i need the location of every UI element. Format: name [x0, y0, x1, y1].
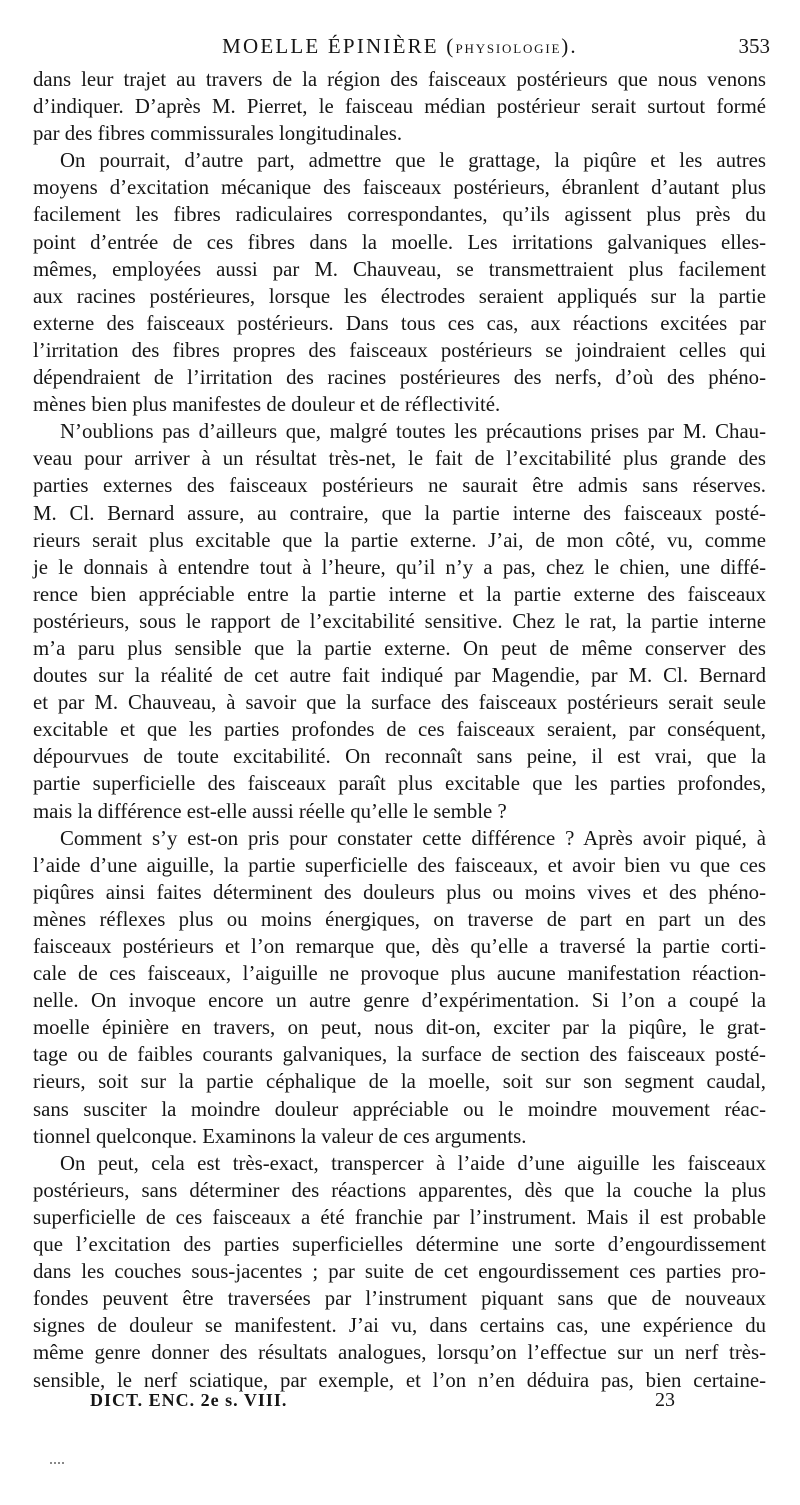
running-title	[30, 30, 770, 65]
text-line: sans susciter la moindre douleur appréciable ou le moindre mouvement réac-	[33, 1097, 766, 1121]
text-line: même genre donner des résultats analogues, lorsqu’on l’effectue sur un nerf très-	[33, 1341, 766, 1365]
page-number: 353	[738, 34, 770, 58]
text-line: moyens d’excitation mécanique des faisceaux postérieurs, ébranlent d’autant plus	[33, 176, 766, 200]
text-line: cale de ces faisceaux, l’aiguille ne provoque plus aucune manifestation réaction-	[33, 962, 766, 986]
text-line: d’indiquer. D’après M. Pierret, le faisceau médian postérieur serait surtout formé	[33, 95, 766, 119]
page-header	[30, 30, 770, 62]
text-line: dans les couches sous-jacentes ; par suite de cet engourdissement ces parties pro-	[33, 1260, 766, 1284]
text-line: l’aide d’une aiguille, la partie superficielle des faisceaux, et avoir bien vu que ces	[33, 853, 766, 877]
text-line: par des fibres commissurales longitudinales.	[33, 122, 403, 146]
text-line: excitable et que les parties profondes de ces faisceaux seraient, par conséquent,	[33, 718, 766, 742]
text-line: je le donnais à entendre tout à l’heure, qu’il n’y a pas, chez le chien, une diffé-	[33, 555, 766, 579]
text-line: signes de douleur se manifestent. J’ai vu, dans certains cas, une expérience du	[33, 1314, 766, 1338]
text-line: l’irritation des fibres propres des faisceaux postérieurs se joindraient celles qui	[33, 338, 766, 362]
text-line: M. Cl. Bernard assure, au contraire, que la partie interne des faisceaux posté-	[33, 501, 766, 525]
text-line: m’a paru plus sensible que la partie externe. On peut de même conserver des	[33, 636, 766, 660]
text-line: veau pour arriver à un résultat très-net, le fait de l’excitabilité plus grande des	[33, 447, 766, 471]
text-line: aux racines postérieures, lorsque les électrodes seraient appliqués sur la partie	[33, 284, 766, 308]
text-line: superficielle de ces faisceaux a été franchie par l’instrument. Mais il est probable	[33, 1205, 766, 1229]
text-line: dépendraient de l’irritation des racines postérieures des nerfs, d’où des phéno-	[33, 366, 766, 390]
text-line: On peut, cela est très-exact, transpercer à l’aide d’une aiguille les faisceaux	[60, 1151, 766, 1175]
body-text	[33, 66, 766, 1394]
text-line: faisceaux postérieurs et l’on remarque que, dès qu’elle a traversé la partie corti-	[33, 935, 766, 958]
text-line: parties externes des faisceaux postérieurs ne saurait être admis sans réserves.	[33, 474, 766, 498]
text-line: que l’excitation des parties superficielles détermine une sorte d’engourdissement	[33, 1233, 766, 1257]
text-line: tage ou de faibles courants galvaniques, la surface de section des faisceaux posté-	[33, 1043, 766, 1067]
text-line: rence bien appréciable entre la partie interne et la partie externe des faisceaux	[33, 582, 766, 606]
text-line: N’oublions pas d’ailleurs que, malgré toutes les précautions prises par M. Chau-	[60, 420, 766, 444]
text-line: externe des faisceaux postérieurs. Dans tous ces cas, aux réactions excitées par	[33, 311, 766, 335]
text-line: rieurs, soit sur la partie céphalique de la moelle, soit sur son segment caudal,	[33, 1070, 766, 1094]
text-line: partie superficielle des faisceaux paraît plus excitable que les parties profondes,	[33, 772, 766, 796]
text-line: doutes sur la réalité de cet autre fait indiqué par Magendie, par M. Cl. Bernard	[33, 664, 766, 688]
text-line: et par M. Chauveau, à savoir que la surface des faisceaux postérieurs serait seule	[33, 691, 766, 715]
running-title-end: ).	[561, 34, 578, 58]
text-line: rieurs serait plus excitable que la partie externe. J’ai, de mon côté, vu, comme	[33, 528, 766, 552]
text-line: moelle épinière en travers, on peut, nous dit-on, exciter par la piqûre, le grat-	[33, 1016, 766, 1040]
text-line: nelle. On invoque encore un autre genre d’expérimentation. Si l’on a coupé la	[33, 989, 766, 1013]
sheet-number: 23	[655, 1389, 675, 1411]
text-line: point d’entrée de ces fibres dans la moelle. Les irritations galvaniques elles-	[33, 230, 766, 254]
margin-mark	[50, 1462, 64, 1466]
printer-signature: DICT. ENC. 2e s. VIII.	[90, 1390, 288, 1410]
text-line: mais la différence est-elle aussi réelle qu’elle le semble ?	[33, 799, 507, 823]
text-line: postérieurs, sans déterminer des réactions apparentes, dès que la couche la plus	[33, 1178, 766, 1202]
running-title-section: PHYSIOLOGIE	[455, 41, 562, 56]
text-line: sensible, le nerf sciatique, par exemple, et l’on n’en déduira pas, bien certaine-	[33, 1368, 766, 1392]
text-line: mènes bien plus manifestes de douleur et de réflectivité.	[33, 393, 501, 417]
text-line: tionnel quelconque. Examinons la valeur de ces arguments.	[33, 1124, 527, 1148]
text-line: facilement les fibres radiculaires correspondantes, qu’ils agissent plus près du	[33, 203, 766, 227]
running-title-main: MOELLE ÉPINIÈRE (	[222, 34, 456, 58]
text-line: dépourvues de toute excitabilité. On reconnaît sans peine, il est vrai, que la	[33, 745, 766, 769]
page-footer	[90, 1385, 710, 1415]
text-line: mêmes, employées aussi par M. Chauveau, se transmettraient plus facilement	[33, 257, 766, 281]
text-line: postérieurs, sous le rapport de l’excitabilité sensitive. Chez le rat, la partie interne	[33, 609, 766, 633]
text-line: fondes peuvent être traversées par l’instrument piquant sans que de nouveaux	[33, 1287, 766, 1311]
text-line: mènes réflexes plus ou moins énergiques, on traverse de part en part un des	[33, 907, 766, 931]
text-line: Comment s’y est-on pris pour constater cette différence ? Après avoir piqué, à	[60, 826, 766, 850]
text-line: piqûres ainsi faites déterminent des douleurs plus ou moins vives et des phéno-	[33, 880, 766, 904]
text-line: dans leur trajet au travers de la région des faisceaux postérieurs que nous venons	[33, 68, 766, 91]
text-line: On pourrait, d’autre part, admettre que le grattage, la piqûre et les autres	[60, 149, 766, 173]
